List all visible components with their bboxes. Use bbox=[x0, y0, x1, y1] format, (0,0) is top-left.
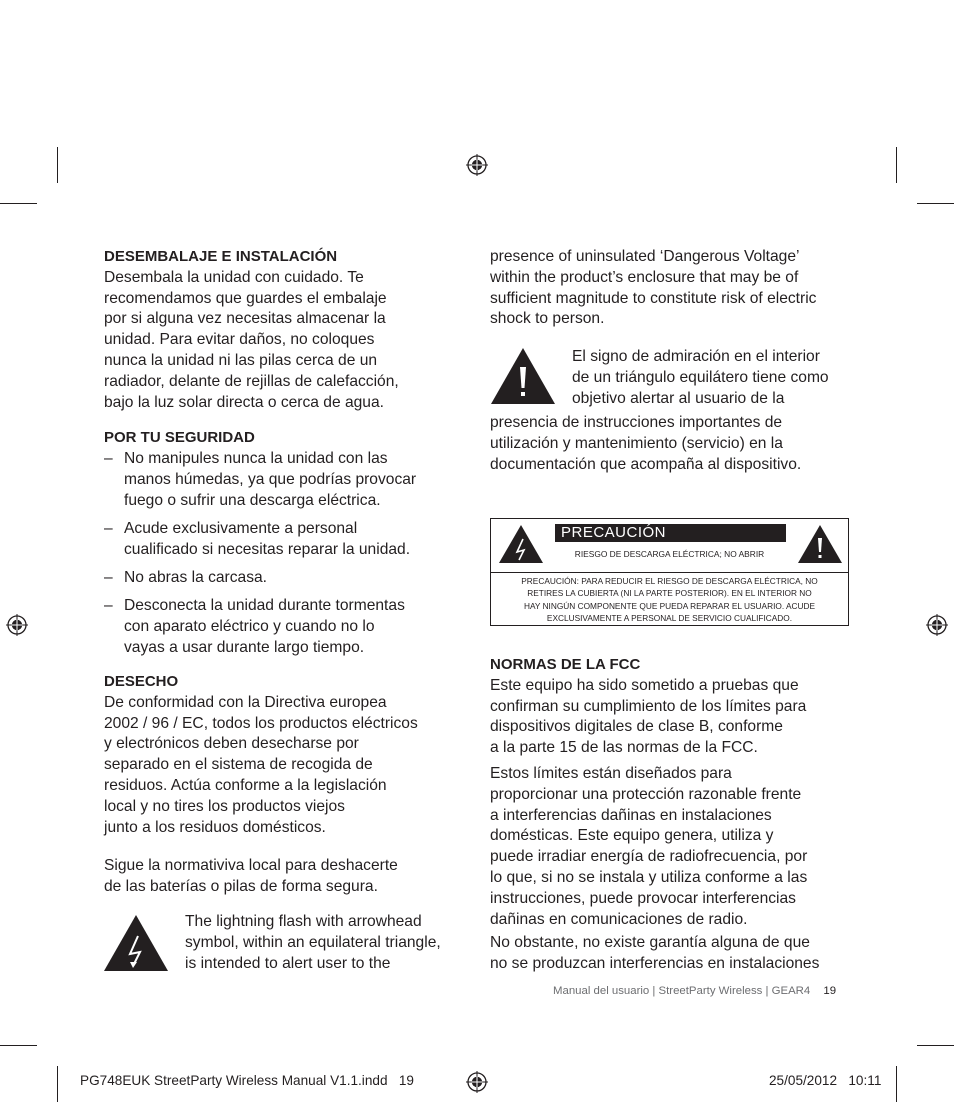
fcc-heading: NORMAS DE LA FCC bbox=[490, 656, 641, 673]
crop-mark bbox=[0, 203, 37, 204]
body-line: Este equipo ha sido sometido a pruebas que bbox=[490, 676, 799, 694]
caution-line: HAY NINGÚN COMPONENTE QUE PUEDA REPARAR EL USUARIO. ACUDE bbox=[523, 600, 816, 611]
body-line: Acude exclusivamente a personal bbox=[124, 520, 358, 537]
body-line: dañinas en comunicaciones de radio. bbox=[490, 910, 748, 928]
disposal-heading: DESECHO bbox=[104, 673, 179, 690]
body-line: y electrónicos deben desecharse por bbox=[104, 735, 359, 753]
body-line: de un triángulo equilátero tiene como bbox=[572, 368, 829, 386]
body-line: nunca la unidad ni las pilas cerca de un bbox=[104, 351, 378, 369]
body-line: separado en el sistema de recogida de bbox=[104, 756, 373, 774]
lightning-description bbox=[185, 912, 441, 974]
unpacking-section bbox=[104, 247, 454, 413]
body-line: symbol, within an equilateral triangle, bbox=[185, 933, 441, 951]
bullet-dash: – bbox=[104, 450, 113, 467]
caution-subtitle: RIESGO DE DESCARGA ELÉCTRICA; NO ABRIR bbox=[574, 549, 765, 559]
body-line: radiador, delante de rejillas de calefacción, bbox=[104, 372, 399, 390]
crop-mark bbox=[896, 147, 897, 183]
body-line: manos húmedas, ya que podrías provocar bbox=[124, 470, 417, 488]
caution-label bbox=[490, 518, 849, 626]
footer-title: Manual del usuario | StreetParty Wireless | GEAR4 bbox=[553, 985, 811, 997]
body-line: presence of uninsulated ‘Dangerous Voltage’ bbox=[490, 248, 800, 265]
body-line: Desconecta la unidad durante tormentas bbox=[124, 597, 405, 614]
caution-title: PRECAUCIÓN bbox=[555, 524, 786, 542]
fcc-section bbox=[490, 655, 850, 759]
body-line: a interferencias dañinas en instalaciones bbox=[490, 806, 772, 824]
registration-mark-icon bbox=[926, 614, 948, 636]
body-line: recomendamos que guardes el embalaje bbox=[104, 289, 387, 307]
body-line: a la parte 15 de las normas de la FCC. bbox=[490, 739, 758, 757]
slug-date: 25/05/2012 10:11 bbox=[769, 1073, 882, 1088]
body-line: con aparato eléctrico y cuando no lo bbox=[124, 617, 375, 635]
running-footer bbox=[553, 985, 836, 997]
exclamation-description bbox=[572, 347, 829, 409]
body-line: utilización y mantenimiento (servicio) en la bbox=[490, 434, 783, 452]
body-line: junto a los residuos domésticos. bbox=[104, 818, 326, 836]
body-line: Sigue la normativiva local para deshacerte bbox=[104, 857, 398, 874]
caution-body bbox=[495, 575, 844, 625]
caution-line: EXCLUSIVAMENTE A PERSONAL DE SERVICIO CUALIFICADO. bbox=[546, 613, 793, 624]
body-line: De conformidad con la Directiva europea bbox=[104, 693, 387, 711]
body-line: proporcionar una protección razonable frente bbox=[490, 785, 802, 803]
body-line: residuos. Actúa conforme a la legislación bbox=[104, 776, 387, 794]
body-line: domésticas. Este equipo genera, utiliza y bbox=[490, 827, 774, 845]
body-line: documentación que acompaña al dispositivo. bbox=[490, 455, 802, 473]
page-number: 19 bbox=[823, 985, 837, 997]
caution-divider bbox=[491, 572, 848, 573]
body-line: 2002 / 96 / EC, todos los productos eléctricos bbox=[104, 714, 418, 732]
body-line: Estos límites están diseñados para bbox=[490, 765, 732, 782]
caution-line: PRECAUCIÓN: PARA REDUCIR EL RIESGO DE DESCARGA ELÉCTRICA, NO bbox=[521, 576, 818, 586]
safety-heading: POR TU SEGURIDAD bbox=[104, 429, 255, 446]
body-line: lo que, si no se instala y utiliza conforme a las bbox=[490, 868, 808, 886]
caution-line: RETIRES LA CUBIERTA (NI LA PARTE POSTERIOR). EN EL INTERIOR NO bbox=[527, 588, 812, 599]
registration-mark-icon bbox=[466, 1071, 488, 1093]
lightning-warning-icon bbox=[103, 914, 169, 972]
disposal-section bbox=[104, 672, 454, 838]
crop-mark bbox=[896, 1066, 897, 1102]
body-line: The lightning flash with arrowhead bbox=[185, 913, 422, 930]
crop-mark bbox=[57, 147, 58, 183]
body-line: is intended to alert user to the bbox=[185, 954, 391, 972]
battery-disposal-note bbox=[104, 856, 398, 898]
body-line: within the product’s enclosure that may be of bbox=[490, 268, 799, 286]
crop-mark bbox=[0, 1045, 37, 1046]
exclamation-warning-icon bbox=[797, 524, 843, 564]
bullet-dash: – bbox=[104, 520, 113, 537]
body-line: no se produzcan interferencias en instalaciones bbox=[490, 954, 820, 972]
body-line: No manipules nunca la unidad con las bbox=[124, 450, 388, 467]
body-line: Desembala la unidad con cuidado. Te bbox=[104, 268, 364, 286]
registration-mark-icon bbox=[466, 154, 488, 176]
body-line: fuego o sufrir una descarga eléctrica. bbox=[124, 491, 381, 509]
body-line: confirman su cumplimiento de los límites para bbox=[490, 697, 807, 715]
exclamation-description-continued bbox=[490, 413, 801, 475]
voltage-warning-continued bbox=[490, 247, 816, 330]
crop-mark bbox=[917, 1045, 954, 1046]
body-line: vayas a usar durante largo tiempo. bbox=[124, 638, 365, 656]
body-line: objetivo alertar al usuario de la bbox=[572, 389, 785, 407]
crop-mark bbox=[57, 1066, 58, 1102]
fcc-paragraph bbox=[490, 764, 807, 930]
bullet-dash: – bbox=[104, 569, 113, 586]
body-line: local y no tires los productos viejos bbox=[104, 797, 345, 815]
unpacking-heading: DESEMBALAJE E INSTALACIÓN bbox=[104, 248, 338, 265]
body-line: de las baterías o pilas de forma segura. bbox=[104, 877, 378, 895]
body-line: dispositivos digitales de clase B, conforme bbox=[490, 718, 783, 736]
exclamation-warning-icon bbox=[490, 347, 556, 405]
registration-mark-icon bbox=[6, 614, 28, 636]
body-line: No obstante, no existe garantía alguna de que bbox=[490, 934, 810, 951]
body-line: bajo la luz solar directa o cerca de agua. bbox=[104, 393, 384, 411]
fcc-paragraph bbox=[490, 933, 819, 975]
body-line: instrucciones, puede provocar interferencias bbox=[490, 889, 796, 907]
body-line: por si alguna vez necesitas almacenar la bbox=[104, 310, 386, 328]
body-line: shock to person. bbox=[490, 310, 605, 328]
bullet-dash: – bbox=[104, 597, 113, 614]
body-line: El signo de admiración en el interior bbox=[572, 348, 820, 365]
body-line: unidad. Para evitar daños, no coloques bbox=[104, 331, 375, 349]
slug-file: PG748EUK StreetParty Wireless Manual V1.1.indd 19 bbox=[80, 1073, 414, 1088]
crop-mark bbox=[917, 203, 954, 204]
body-line: sufficient magnitude to constitute risk of electric bbox=[490, 289, 817, 307]
body-line: cualificado si necesitas reparar la unidad. bbox=[124, 540, 411, 558]
body-line: presencia de instrucciones importantes de bbox=[490, 414, 783, 431]
body-line: puede irradiar energía de radiofrecuencia, por bbox=[490, 848, 808, 866]
body-line: No abras la carcasa. bbox=[124, 569, 268, 586]
